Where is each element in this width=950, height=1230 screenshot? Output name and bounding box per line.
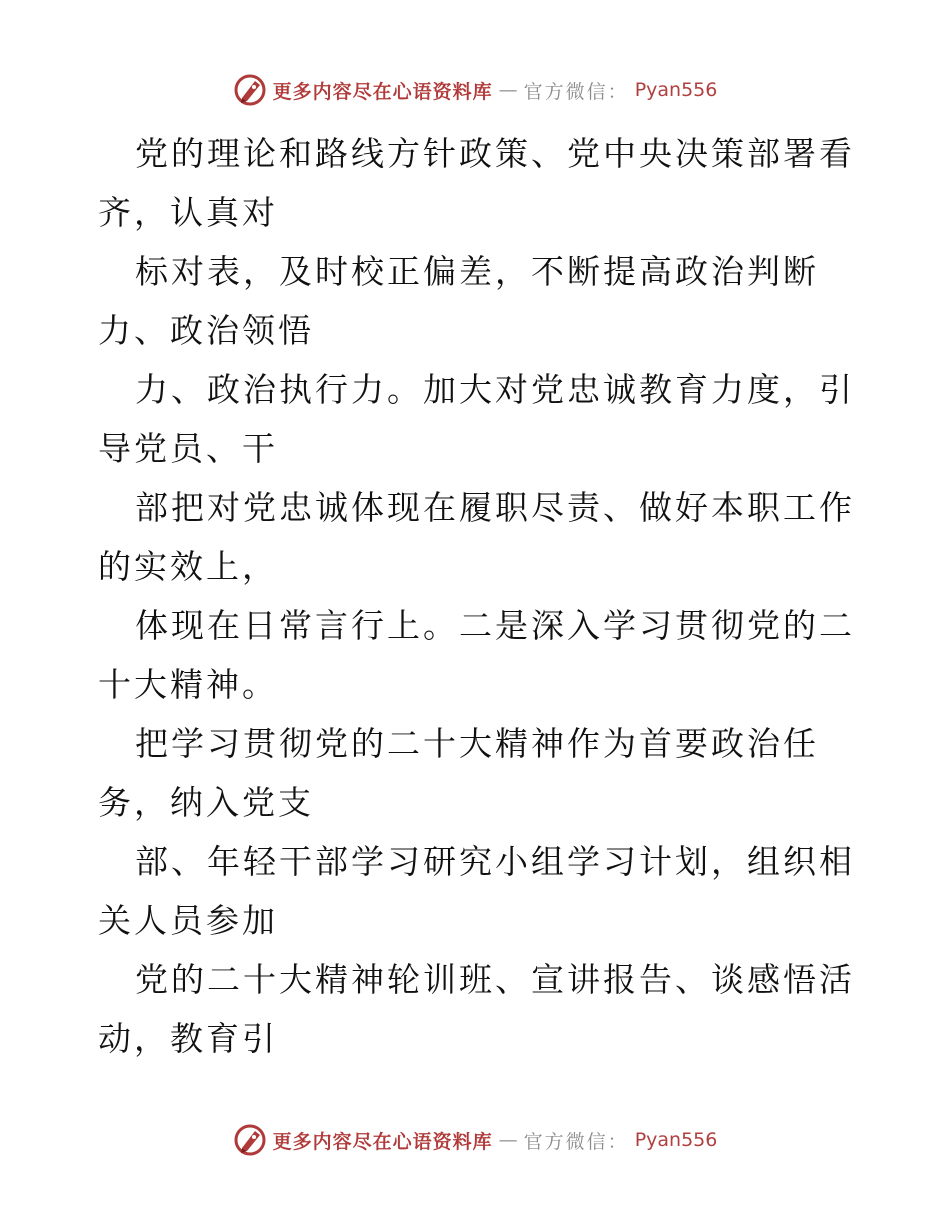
banner-contact-id: Pyan556 [634, 79, 718, 101]
pen-nib-logo-icon [233, 1123, 267, 1157]
banner-separator: — [498, 1129, 518, 1151]
body-line-8: 党的二十大精神轮训班、宣讲报告、谈感悟活动，教育引 [98, 960, 855, 1058]
banner-promo-text: 更多内容尽在心语资料库 [272, 80, 493, 103]
header-banner [0, 70, 950, 110]
pen-nib-logo-icon [233, 73, 267, 107]
body-line-3: 力、政治执行力。加大对党忠诚教育力度，引导党员、干 [98, 370, 855, 468]
banner-separator: — [498, 79, 518, 101]
body-line-4: 部把对党忠诚体现在履职尽责、做好本职工作的实效上， [98, 488, 855, 586]
body-line-6: 把学习贯彻党的二十大精神作为首要政治任务，纳入党支 [98, 724, 819, 822]
body-line-1: 党的理论和路线方针政策、党中央决策部署看齐，认真对 [98, 134, 855, 232]
banner-contact-label: 官方微信： [523, 80, 629, 103]
banner-contact-id: Pyan556 [634, 1129, 718, 1151]
body-line-5: 体现在日常言行上。二是深入学习贯彻党的二十大精神。 [98, 606, 855, 704]
document-body [98, 124, 858, 1068]
body-line-2: 标对表，及时校正偏差，不断提高政治判断力、政治领悟 [98, 252, 819, 350]
body-line-7: 部、年轻干部学习研究小组学习计划，组织相关人员参加 [98, 842, 855, 940]
banner-contact-label: 官方微信： [523, 1130, 629, 1153]
footer-banner [0, 1120, 950, 1160]
banner-promo-text: 更多内容尽在心语资料库 [272, 1130, 493, 1153]
